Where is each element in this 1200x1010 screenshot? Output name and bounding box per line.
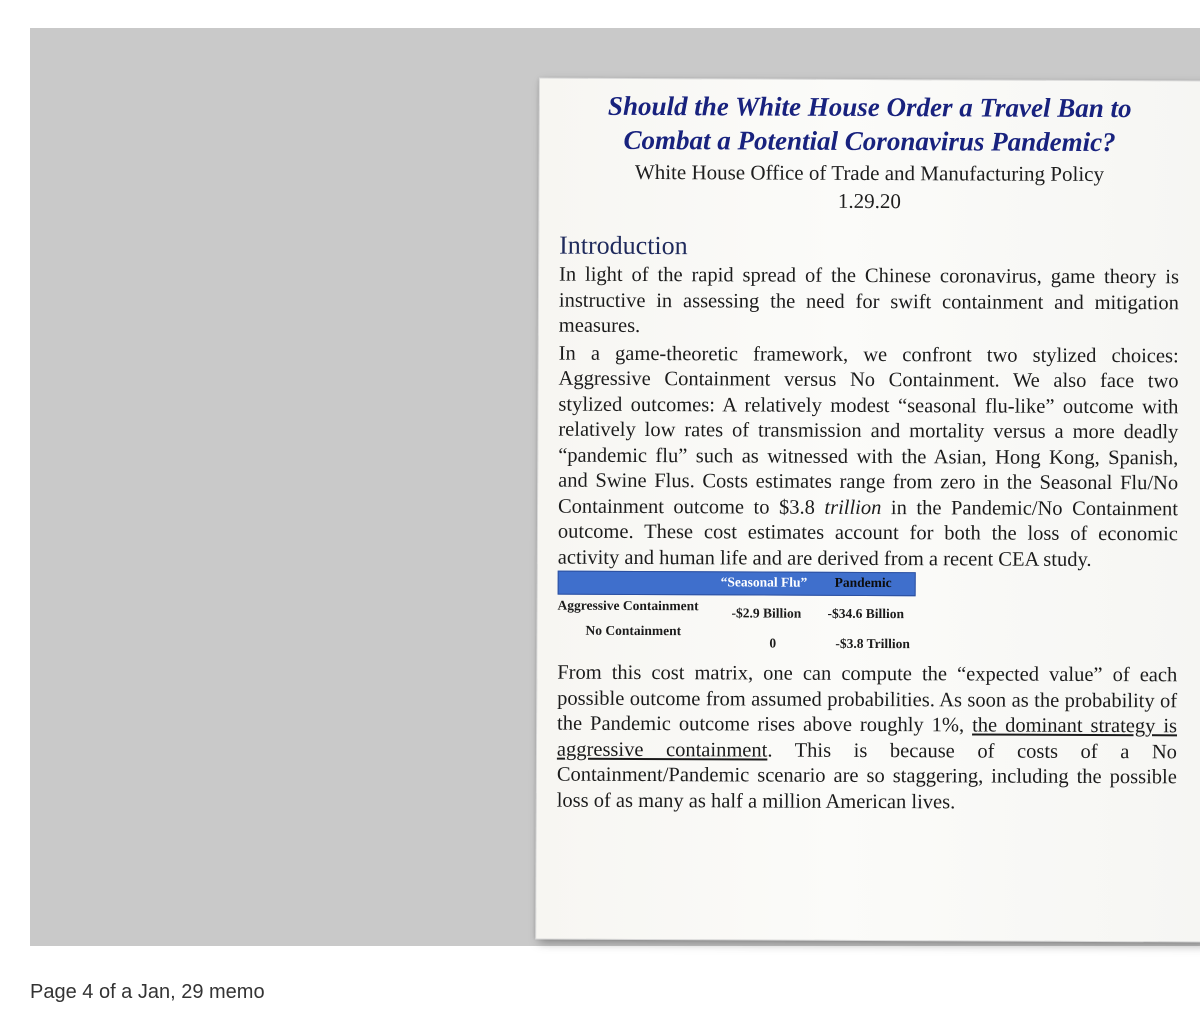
section-heading-introduction: Introduction — [559, 230, 688, 261]
intro-paragraph-2 — [558, 341, 1179, 573]
intro-paragraph-2-text-b: in the Pandemic/No Containment outcome. These cost estimates account for both the loss of economic activity and human life and are derived from a recent CEA study. — [557, 496, 1179, 571]
cost-matrix-cell-aggressive-pandemic: -$34.6 Billion — [827, 605, 905, 622]
memo-title-line-2: Combat a Potential Coronavirus Pandemic? — [623, 124, 1116, 158]
conclusion-underlined: the dominant strategy is aggressive containment — [556, 714, 1178, 762]
cost-matrix-col-seasonal: “Seasonal Flu” — [720, 574, 808, 590]
intro-paragraph-2-italic: trillion — [824, 496, 882, 519]
memo-date: 1.29.20 — [837, 188, 901, 214]
cost-matrix — [557, 571, 1177, 662]
image-frame — [30, 28, 1200, 946]
cost-matrix-row-aggressive: Aggressive Containment — [557, 597, 699, 614]
memo-page — [536, 79, 1200, 942]
cost-matrix-cell-none-pandemic: -$3.8 Trillion — [835, 635, 910, 652]
cost-matrix-cell-none-seasonal: 0 — [769, 635, 777, 651]
cost-matrix-cell-aggressive-seasonal: -$2.9 Billion — [731, 605, 802, 621]
memo-title-line-1: Should the White House Order a Travel Ban to — [607, 90, 1132, 124]
conclusion-text-a: From this cost matrix, one can compute the “expected value” of each possible outcome from assumed probabilities. As soon as the probability of the Pandemic outcome rises above roughly 1%, — [557, 661, 1178, 737]
memo-title — [560, 89, 1180, 160]
memo-content — [557, 89, 1180, 817]
intro-paragraph-2-text-a: In a game-theoretic framework, we confront two stylized choices: Aggressive Containment versus No Containment. We also face two stylized outcomes: A relatively modest “seasonal flu-like” outcome with relatively low rates of transmission and mortality versus a more deadly “pandemic flu” such as witnessed with the Asian, Hong Kong, Spanish, and Swine Flus. Costs estimates range from zero in the Seasonal Flu/No Containment outcome to $3.8 — [557, 342, 1179, 519]
conclusion-paragraph — [557, 661, 1178, 817]
intro-paragraph-1: In light of the rapid spread of the Chinese coronavirus, game theory is instructive in assessing the need for swift containment and mitigation measures. — [558, 263, 1180, 337]
cost-matrix-row-none: No Containment — [585, 622, 682, 639]
cost-matrix-col-pandemic: Pandemic — [834, 574, 892, 591]
conclusion-text-b: . This is because of costs of a No Containment/Pandemic scenario are so staggering, including the possible loss of as many as half a million American lives. — [556, 739, 1177, 813]
memo-office: White House Office of Trade and Manufacturing Policy — [634, 159, 1105, 187]
image-caption: Page 4 of a Jan, 29 memo — [30, 981, 265, 1003]
